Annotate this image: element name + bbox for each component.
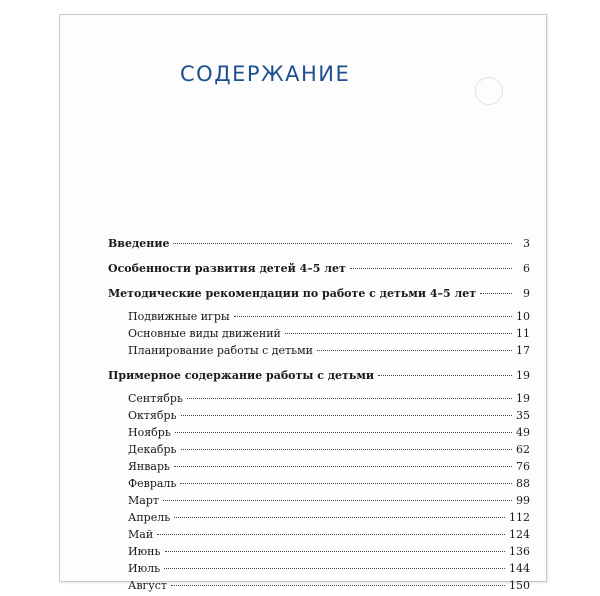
dot-leader (181, 449, 512, 450)
toc-entry-label: Основные виды движений (128, 327, 281, 340)
toc-entry-label: Июль (128, 562, 161, 575)
dot-leader (285, 333, 512, 334)
toc-entry-page: 136 (509, 545, 530, 558)
toc-entry-label: Примерное содержание работы с детьми (108, 369, 375, 382)
toc-entry-september (108, 392, 530, 409)
toc-entry-label: Октябрь (128, 409, 177, 422)
toc-entry-may (108, 528, 530, 545)
toc-entry-label: Август (128, 579, 168, 592)
toc-entry-label: Май (128, 528, 154, 541)
toc-entry-page: 144 (509, 562, 530, 575)
dot-leader (171, 585, 505, 586)
toc-entry-label: Декабрь (128, 443, 177, 456)
toc-entry-label: Подвижные игры (128, 310, 230, 323)
toc-entry-label: Особенности развития детей 4–5 лет (108, 262, 346, 275)
toc-entry-page: 17 (516, 344, 530, 357)
dot-leader (180, 483, 512, 484)
dot-leader (234, 316, 512, 317)
dot-leader (174, 517, 505, 518)
dot-leader (173, 243, 512, 244)
toc-entry-page: 9 (523, 287, 530, 300)
dot-leader (181, 415, 512, 416)
book-page (59, 14, 547, 592)
toc-entry-outdoor-games (108, 310, 530, 327)
toc-entry-march (108, 494, 530, 511)
dot-leader (165, 551, 506, 552)
toc-entry-january (108, 460, 530, 477)
dot-leader (317, 350, 512, 351)
toc-entry-label: Апрель (128, 511, 171, 524)
toc-entry-page: 49 (516, 426, 530, 439)
toc-entry-label: Январь (128, 460, 170, 473)
toc-entry-work-planning (108, 344, 530, 361)
toc-entry-page: 19 (516, 392, 530, 405)
toc-entry-february (108, 477, 530, 494)
toc-entry-august (108, 579, 530, 596)
toc-entry-page: 112 (509, 511, 530, 524)
toc-entry-label: Март (128, 494, 159, 507)
dot-leader (187, 398, 512, 399)
toc-entry-page: 76 (516, 460, 530, 473)
toc-entry-label: Введение (108, 237, 170, 250)
toc-entry-june (108, 545, 530, 562)
dot-leader (157, 534, 505, 535)
toc-entry-label: Ноябрь (128, 426, 171, 439)
dot-leader (163, 500, 512, 501)
table-of-contents (108, 237, 530, 596)
toc-entry-page: 10 (516, 310, 530, 323)
toc-entry-page: 35 (516, 409, 530, 422)
toc-entry-page: 19 (516, 369, 530, 382)
dot-leader (164, 568, 505, 569)
page-title: СОДЕРЖАНИЕ (180, 62, 351, 86)
show-through-stamp (475, 77, 503, 105)
toc-entry-december (108, 443, 530, 460)
dot-leader (480, 293, 512, 294)
toc-entry-page: 11 (516, 327, 530, 340)
toc-entry-page: 62 (516, 443, 530, 456)
toc-entry-page: 6 (523, 262, 530, 275)
dot-leader (378, 375, 512, 376)
toc-entry-page: 124 (509, 528, 530, 541)
dot-leader (174, 466, 512, 467)
toc-entry-label: Июнь (128, 545, 161, 558)
toc-entry-label: Февраль (128, 477, 177, 490)
toc-entry-page: 150 (509, 579, 530, 592)
toc-entry-basic-movements (108, 327, 530, 344)
dot-leader (175, 432, 512, 433)
toc-entry-label: Методические рекомендации по работе с детьми 4–5 лет (108, 287, 477, 300)
toc-entry-sample-content (108, 369, 530, 386)
toc-entry-introduction (108, 237, 530, 254)
toc-entry-page: 3 (523, 237, 530, 250)
toc-entry-page: 88 (516, 477, 530, 490)
toc-entry-april (108, 511, 530, 528)
toc-entry-label: Планирование работы с детьми (128, 344, 313, 357)
dot-leader (350, 268, 512, 269)
toc-entry-october (108, 409, 530, 426)
toc-entry-november (108, 426, 530, 443)
toc-entry-label: Сентябрь (128, 392, 183, 405)
toc-entry-page: 99 (516, 494, 530, 507)
toc-entry-development-features (108, 262, 530, 279)
toc-entry-july (108, 562, 530, 579)
toc-entry-methodical-recommendations (108, 287, 530, 304)
